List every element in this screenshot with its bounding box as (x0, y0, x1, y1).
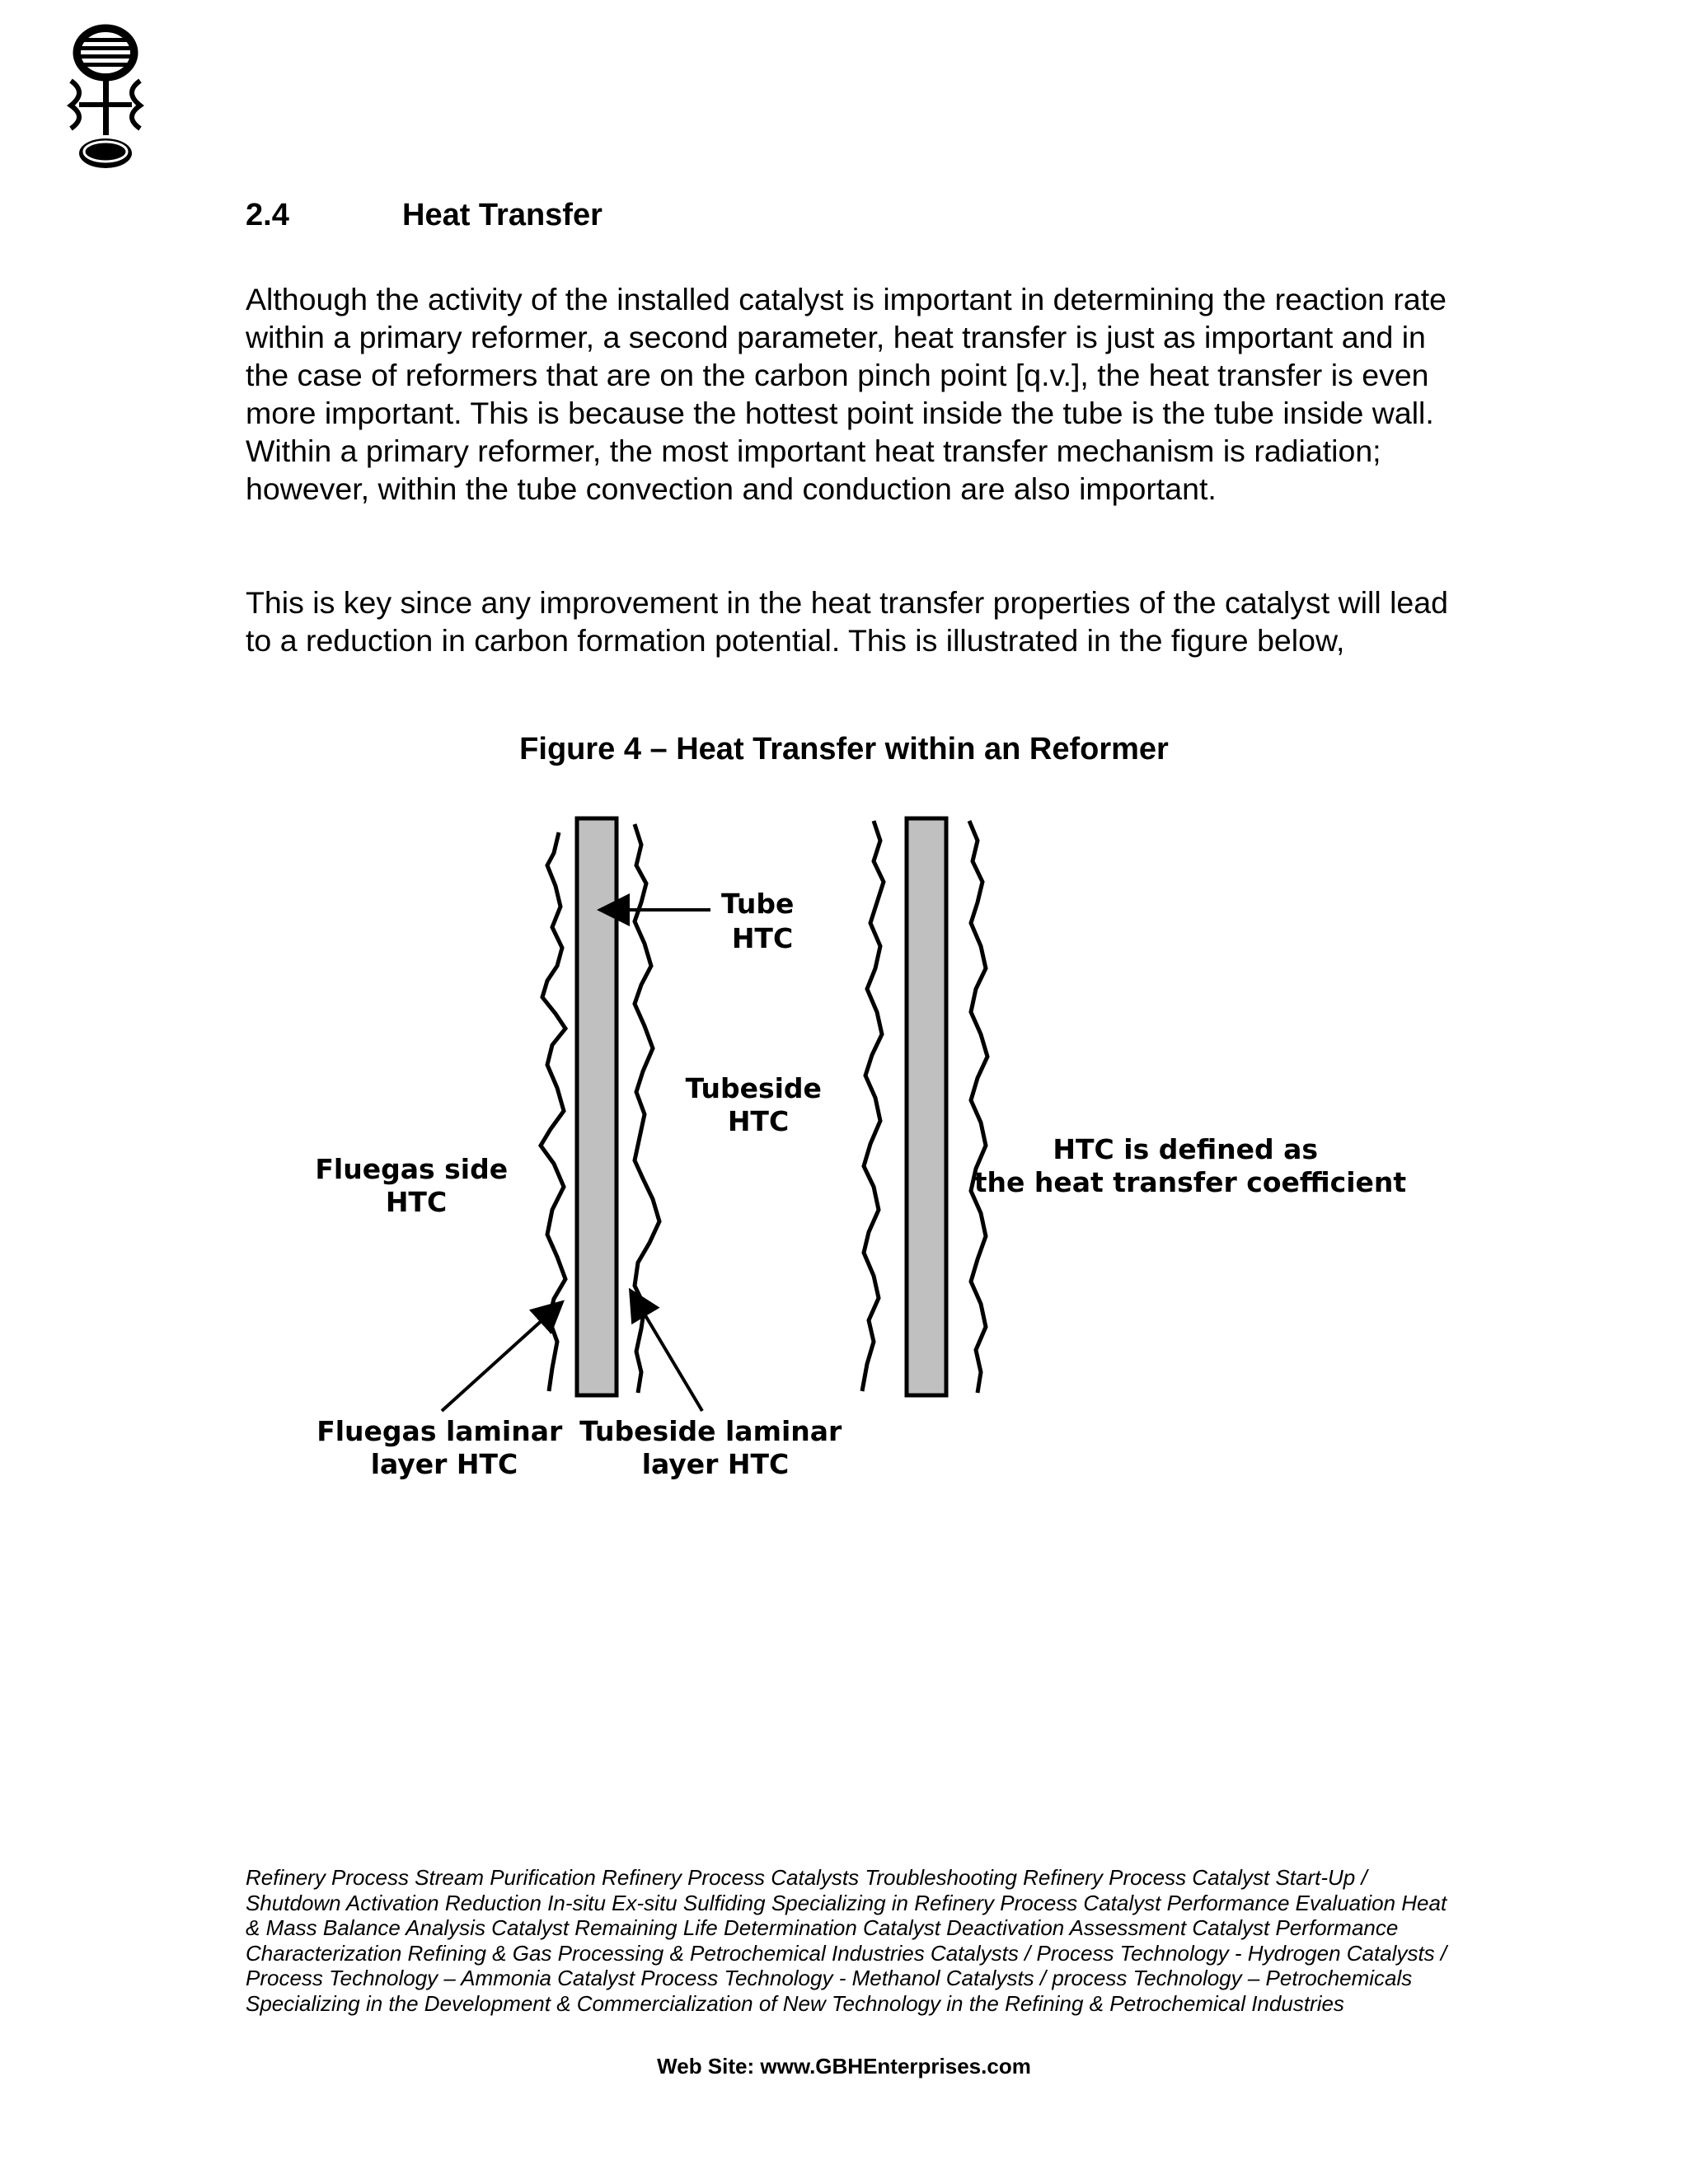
fluegas-boundary-right (862, 821, 884, 1391)
tubeside-laminar-label: Tubeside laminar layer HTC (579, 1415, 842, 1480)
section-heading (246, 198, 603, 233)
fluegas-side-htc-label: Fluegas side HTC (315, 1153, 509, 1218)
figure-caption: Figure 4 – Heat Transfer within an Reformer (519, 732, 1169, 766)
tube-wall-left (577, 818, 617, 1395)
footer-services-text: Refinery Process Stream Purification Refinery Process Catalysts Troubleshooting Refinery Process Catalyst Start-Up / Shutdown Activation Reduction In-situ Ex-situ Sulfiding Specializing in Refinery Process Catalyst Performance Evaluation Heat & Mass Balance Analysis Catalyst Remaining Life Determination Catalyst Deactivation Assessment Catalyst Performance Characterization Refining & Gas Processing & Petrochemical Industries Catalysts / Process Technology - Hydrogen Catalysts / Process Technology – Ammonia Catalyst Process Technology - Methanol Catalysts / process Technology – Petrochemicals Specializing in the Development & Commercialization of New Technology in the Refining & Petrochemical Industries (246, 1865, 1447, 2016)
fluegas-boundary-left (541, 832, 565, 1391)
fluegas-laminar-label: Fluegas laminar layer HTC (316, 1415, 563, 1480)
body-paragraph: Although the activity of the installed catalyst is important in determining the reaction rate within a primary reformer, a second parameter, heat transfer is just as important and in the case of reformers that are on the carbon pinch point [q.v.], the heat transfer is even more important. This is because the hottest point inside the tube is the tube inside wall. Within a primary reformer, the most important heat transfer mechanism is radiation; however, within the tube convection and conduction are also important. (246, 282, 1447, 506)
htc-definition-label: HTC is defined as the heat transfer coefficient (973, 1133, 1407, 1198)
heat-transfer-diagram (0, 808, 1688, 1516)
website-footer: Web Site: www.GBHEnterprises.com (657, 2054, 1031, 2079)
tubeside-htc-label: Tubeside HTC (685, 1072, 822, 1137)
tubeside-laminar-arrow (631, 1291, 702, 1411)
tube-wall-right (907, 818, 946, 1395)
body-paragraph: This is key since any improvement in the heat transfer properties of the catalyst will lead to a reduction in carbon formation potential. This is illustrated in the figure below, (246, 585, 1449, 658)
section-title: Heat Transfer (402, 198, 603, 232)
fluegas-laminar-arrow (442, 1302, 562, 1411)
tube-htc-label: Tube HTC (721, 888, 795, 954)
tubeside-boundary-right (969, 821, 987, 1393)
section-number: 2.4 (246, 198, 289, 232)
company-logo (59, 23, 158, 171)
